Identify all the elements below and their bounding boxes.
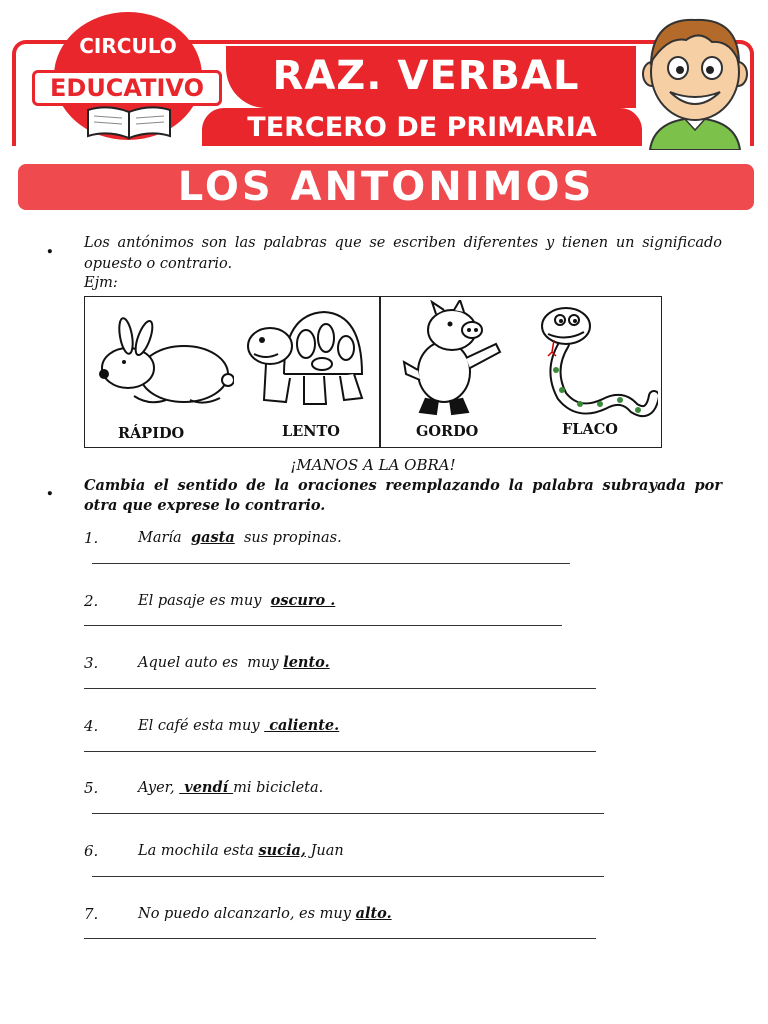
book-icon (84, 104, 174, 140)
section-title-bar (18, 164, 754, 210)
underlined-word: gasta (190, 529, 235, 546)
underlined-word: caliente. (264, 717, 340, 734)
snake-illustration (534, 300, 658, 420)
exercise-sentence: María gasta sus propinas. (138, 529, 342, 546)
answer-line[interactable] (92, 563, 570, 564)
underlined-word: lento. (283, 654, 330, 671)
turtle-illustration (244, 304, 368, 414)
logo-box (32, 70, 222, 106)
underlined-word: alto. (355, 905, 392, 922)
exercise-sentence: Aquel auto es muy lento. (138, 654, 330, 671)
exercise-number: 7. (84, 905, 99, 923)
section-title: LOS ANTONIMOS (177, 164, 595, 210)
example-label: Ejm: (84, 275, 118, 291)
exercise-sentence: No puedo alcanzarlo, es muy alto. (138, 905, 392, 922)
intro-text: Los antónimos son las palabras que se escriben diferentes y tienen un significado opuesto o contrario. (84, 235, 722, 272)
underlined-word: vendí (179, 779, 234, 796)
exercise-number: 3. (84, 654, 99, 672)
exercise-number: 2. (84, 592, 99, 610)
exercise-number: 1. (84, 529, 99, 547)
answer-line[interactable] (84, 938, 596, 939)
exercise-sentence: La mochila esta sucia, Juan (138, 842, 344, 859)
rabbit-illustration (94, 316, 234, 412)
exercise-sentence: El café esta muy caliente. (138, 717, 340, 734)
activity-title: ¡MANOS A LA OBRA! (290, 456, 456, 474)
exercise-number: 4. (84, 717, 99, 735)
label-lento: LENTO (282, 423, 340, 440)
answer-line[interactable] (84, 688, 596, 689)
label-flaco: FLACO (562, 421, 618, 438)
exercise-sentence: El pasaje es muy oscuro . (138, 592, 336, 609)
underlined-word: oscuro . (270, 592, 336, 609)
header-title: RAZ. VERBAL (272, 53, 580, 99)
label-gordo: GORDO (416, 423, 479, 440)
answer-line[interactable] (84, 625, 562, 626)
logo-text-circulo: CIRCULO (79, 34, 177, 58)
boy-mascot-icon (640, 10, 750, 150)
answer-line[interactable] (92, 876, 604, 877)
answer-line[interactable] (92, 813, 604, 814)
header-subtitle: TERCERO DE PRIMARIA (247, 112, 597, 143)
header-banner (12, 8, 756, 148)
underlined-word: sucia, (258, 842, 306, 859)
example-box-divider (379, 296, 381, 448)
logo-text-educativo: EDUCATIVO (50, 74, 204, 102)
exercise-sentence: Ayer, vendí mi bicicleta. (138, 779, 324, 796)
exercise-number: 6. (84, 842, 99, 860)
activity-instruction: Cambia el sentido de la oraciones reemplazando la palabra subrayada por otra que exprese lo contrario. (84, 477, 722, 514)
pig-illustration (396, 300, 508, 420)
bullet-point: . (46, 233, 54, 259)
exercise-number: 5. (84, 779, 99, 797)
answer-line[interactable] (84, 751, 596, 752)
label-rapido: RÁPIDO (118, 425, 185, 442)
bullet-point: . (46, 475, 54, 501)
